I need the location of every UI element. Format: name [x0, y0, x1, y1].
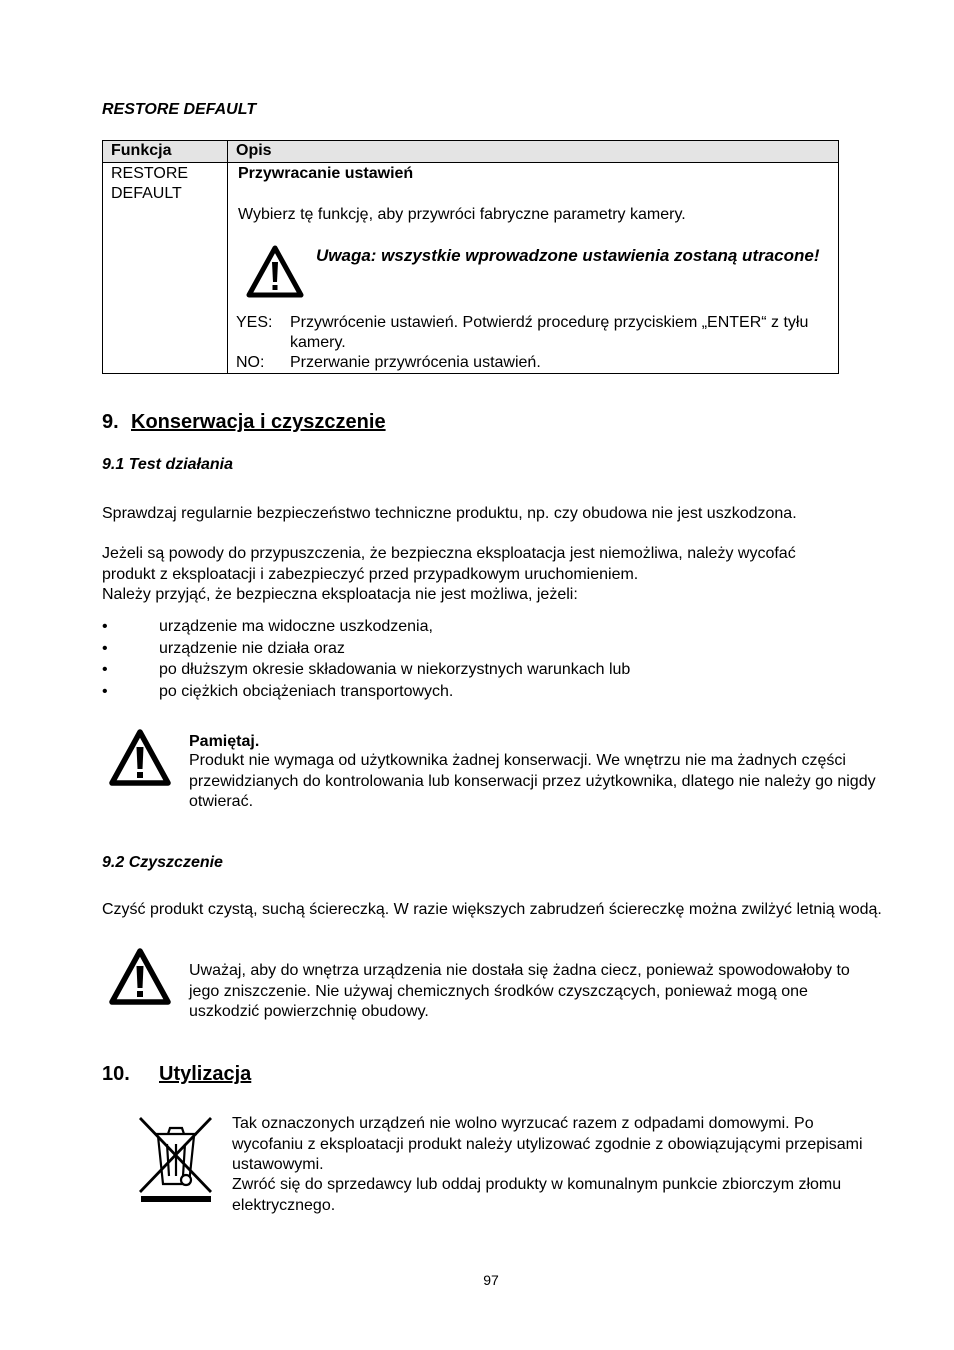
option-no: [236, 353, 830, 373]
bullet-icon: •: [102, 661, 108, 678]
list-item: • po ciężkich obciążeniach transportowych.: [102, 682, 454, 700]
warning-block: [236, 244, 830, 298]
restore-default-table: [102, 140, 839, 374]
disposal-text-2: Zwróć się do sprzedawcy lub oddaj produkty w komunalnym punkcie zbiorczym złomu elektrycznego.: [232, 1176, 842, 1214]
warning-triangle-icon: [246, 244, 304, 298]
option-yes: [236, 313, 830, 353]
bullet-icon: •: [102, 639, 108, 657]
col-function-header: Funkcja: [103, 141, 228, 163]
section-10-title-text: Utylizacja: [159, 1063, 252, 1085]
bullet-icon: •: [102, 682, 108, 700]
page-number: 97: [483, 1272, 499, 1288]
sub1-para2-line3: Należy przyjąć, że bezpieczna eksploatacja nie jest możliwa, jeżeli:: [102, 586, 578, 603]
list-item: • urządzenie nie działa oraz: [102, 639, 345, 657]
warning-text: Uwaga: wszystkie wprowadzone ustawienia zostaną utracone!: [316, 246, 820, 265]
section-10-title: [102, 1061, 251, 1087]
note-text: Produkt nie wymaga od użytkownika żadnej konserwacji. We wnętrzu nie ma żadnych części przewidzianych do kontrolowania lub konserwacji przez użytkownika, dlatego nie należy go nigdy otwierać.: [189, 752, 876, 810]
bullet-icon: •: [102, 618, 108, 635]
sub1-para1: Sprawdzaj regularnie bezpieczeństwo techniczne produktu, np. czy obudowa nie jest uszkodzona.: [102, 505, 797, 522]
option-no-key: NO:: [236, 354, 265, 371]
table-row: [103, 163, 839, 374]
option-yes-text: Przywrócenie ustawień. Potwierdź procedurę przyciskiem „ENTER“ z tyłu kamery.: [290, 314, 809, 351]
section-9-title-text: Konserwacja i czyszczenie: [131, 411, 386, 433]
option-no-text: Przerwanie przywrócenia ustawień.: [290, 354, 541, 371]
col-description-header: Opis: [228, 141, 839, 163]
list-item: • po dłuższym okresie składowania w niekorzystnych warunkach lub: [102, 661, 631, 678]
note-title: Pamiętaj.: [189, 733, 260, 750]
function-name-line2: DEFAULT: [111, 185, 182, 202]
description-text: Wybierz tę funkcję, aby przywróci fabryczne parametry kamery.: [238, 206, 686, 223]
function-cell: [103, 163, 228, 374]
crossed-out-bin-icon: [137, 1114, 215, 1210]
section-10-number: 10.: [102, 1063, 130, 1085]
subsection-9-1-title: 9.1 Test działania: [102, 456, 234, 473]
table-header-row: [103, 141, 839, 163]
subsection-9-2-title: 9.2 Czyszczenie: [102, 854, 223, 871]
list-item: • urządzenie ma widoczne uszkodzenia,: [102, 618, 433, 635]
disposal-text-1: Tak oznaczonych urządzeń nie wolno wyrzucać razem z odpadami domowymi. Po wycofaniu z eksploatacji produkt należy utylizować zgodnie z obowiązującymi przepisami ustawowymi.: [232, 1115, 863, 1173]
warning-triangle-icon: [108, 727, 172, 793]
warning-triangle-icon: [108, 946, 172, 1012]
condition-list: [102, 616, 630, 702]
restore-default-heading: RESTORE DEFAULT: [102, 101, 257, 118]
sub1-para2-line2: produkt z eksploatacji i zabezpieczyć przed przypadkowym uruchomieniem.: [102, 566, 639, 583]
option-yes-key: YES:: [236, 314, 273, 331]
section-9-number: 9.: [102, 411, 119, 433]
description-cell: [228, 163, 839, 374]
sub2-para1: Czyść produkt czystą, suchą ściereczką. W razie większych zabrudzeń ściereczkę można zwilżyć letnią wodą.: [102, 901, 882, 918]
function-name-line1: RESTORE: [111, 165, 189, 182]
sub2-warning-text: Uważaj, aby do wnętrza urządzenia nie dostała się żadna ciecz, ponieważ spowodowałoby to jego zniszczenie. Nie używaj chemicznych środków czyszczących, ponieważ mogą one uszkodzić powierzchnię obudowy.: [189, 962, 850, 1020]
section-9-title: [102, 409, 386, 435]
description-title: Przywracanie ustawień: [238, 165, 414, 182]
sub1-para2-line1: Jeżeli są powody do przypuszczenia, że bezpieczna eksploatacja jest niemożliwa, należy wycofać: [102, 545, 796, 562]
